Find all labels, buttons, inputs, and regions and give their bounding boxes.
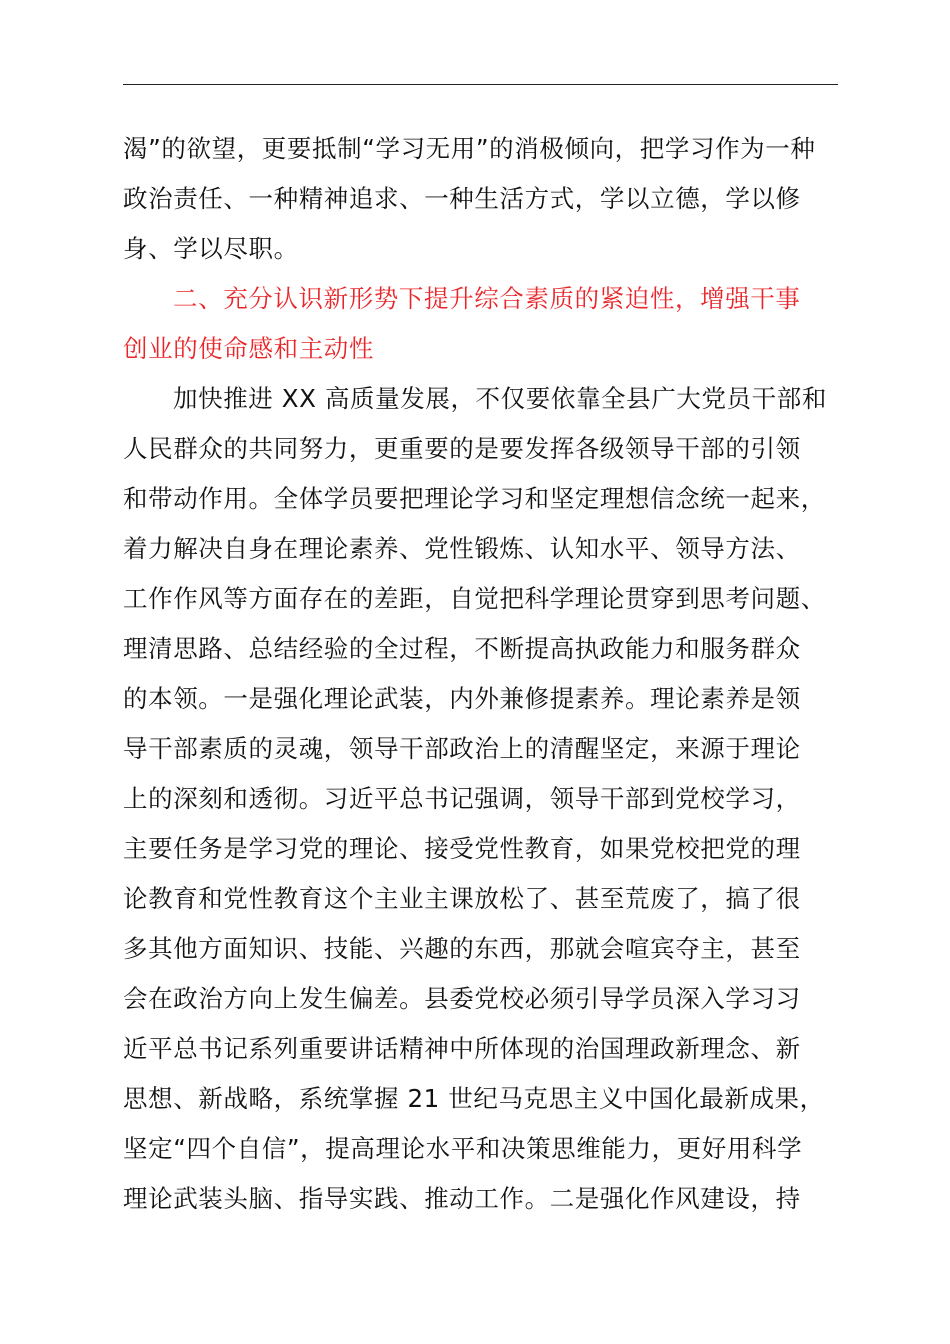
text-line: 主要任务是学习党的理论、接受党性教育，如果党校把党的理	[123, 834, 801, 863]
text-line: 工作作风等方面存在的差距，自觉把科学理论贯穿到思考问题、	[123, 584, 826, 613]
header-rule	[123, 84, 838, 85]
text-line: 会在政治方向上发生偏差。县委党校必须引导学员深入学习习	[123, 984, 801, 1013]
text-line: 多其他方面知识、技能、兴趣的东西，那就会喧宾夺主，甚至	[123, 934, 801, 963]
text-line: 的本领。一是强化理论武装，内外兼修提素养。理论素养是领	[123, 684, 801, 713]
text-line: 着力解决自身在理论素养、党性锻炼、认知水平、领导方法、	[123, 534, 801, 563]
text-line: 加快推进 XX 高质量发展，不仅要依靠全县广大党员干部和	[173, 384, 827, 413]
text-line: 政治责任、一种精神追求、一种生活方式，学以立德，学以修	[123, 184, 801, 213]
text-line: 上的深刻和透彻。习近平总书记强调，领导干部到党校学习，	[123, 784, 801, 813]
section-heading: 二、充分认识新形势下提升综合素质的紧迫性，增强干事	[173, 284, 801, 313]
text-line: 论教育和党性教育这个主业主课放松了、甚至荒废了，搞了很	[123, 884, 801, 913]
text-line: 渴”的欲望，更要抵制“学习无用”的消极倾向，把学习作为一种	[123, 134, 816, 163]
section-heading: 创业的使命感和主动性	[123, 334, 374, 363]
text-line: 思想、新战略，系统掌握 21 世纪马克思主义中国化最新成果，	[123, 1084, 825, 1113]
text-line: 身、学以尽职。	[123, 234, 299, 263]
text-line: 人民群众的共同努力，更重要的是要发挥各级领导干部的引领	[123, 434, 801, 463]
text-line: 和带动作用。全体学员要把理论学习和坚定理想信念统一起来，	[123, 484, 826, 513]
text-line: 坚定“四个自信”，提高理论水平和决策思维能力，更好用科学	[123, 1134, 803, 1163]
text-line: 近平总书记系列重要讲话精神中所体现的治国理政新理念、新	[123, 1034, 801, 1063]
text-line: 理清思路、总结经验的全过程，不断提高执政能力和服务群众	[123, 634, 801, 663]
text-line: 理论武装头脑、指导实践、推动工作。二是强化作风建设，持	[123, 1184, 801, 1213]
text-line: 导干部素质的灵魂，领导干部政治上的清醒坚定，来源于理论	[123, 734, 801, 763]
